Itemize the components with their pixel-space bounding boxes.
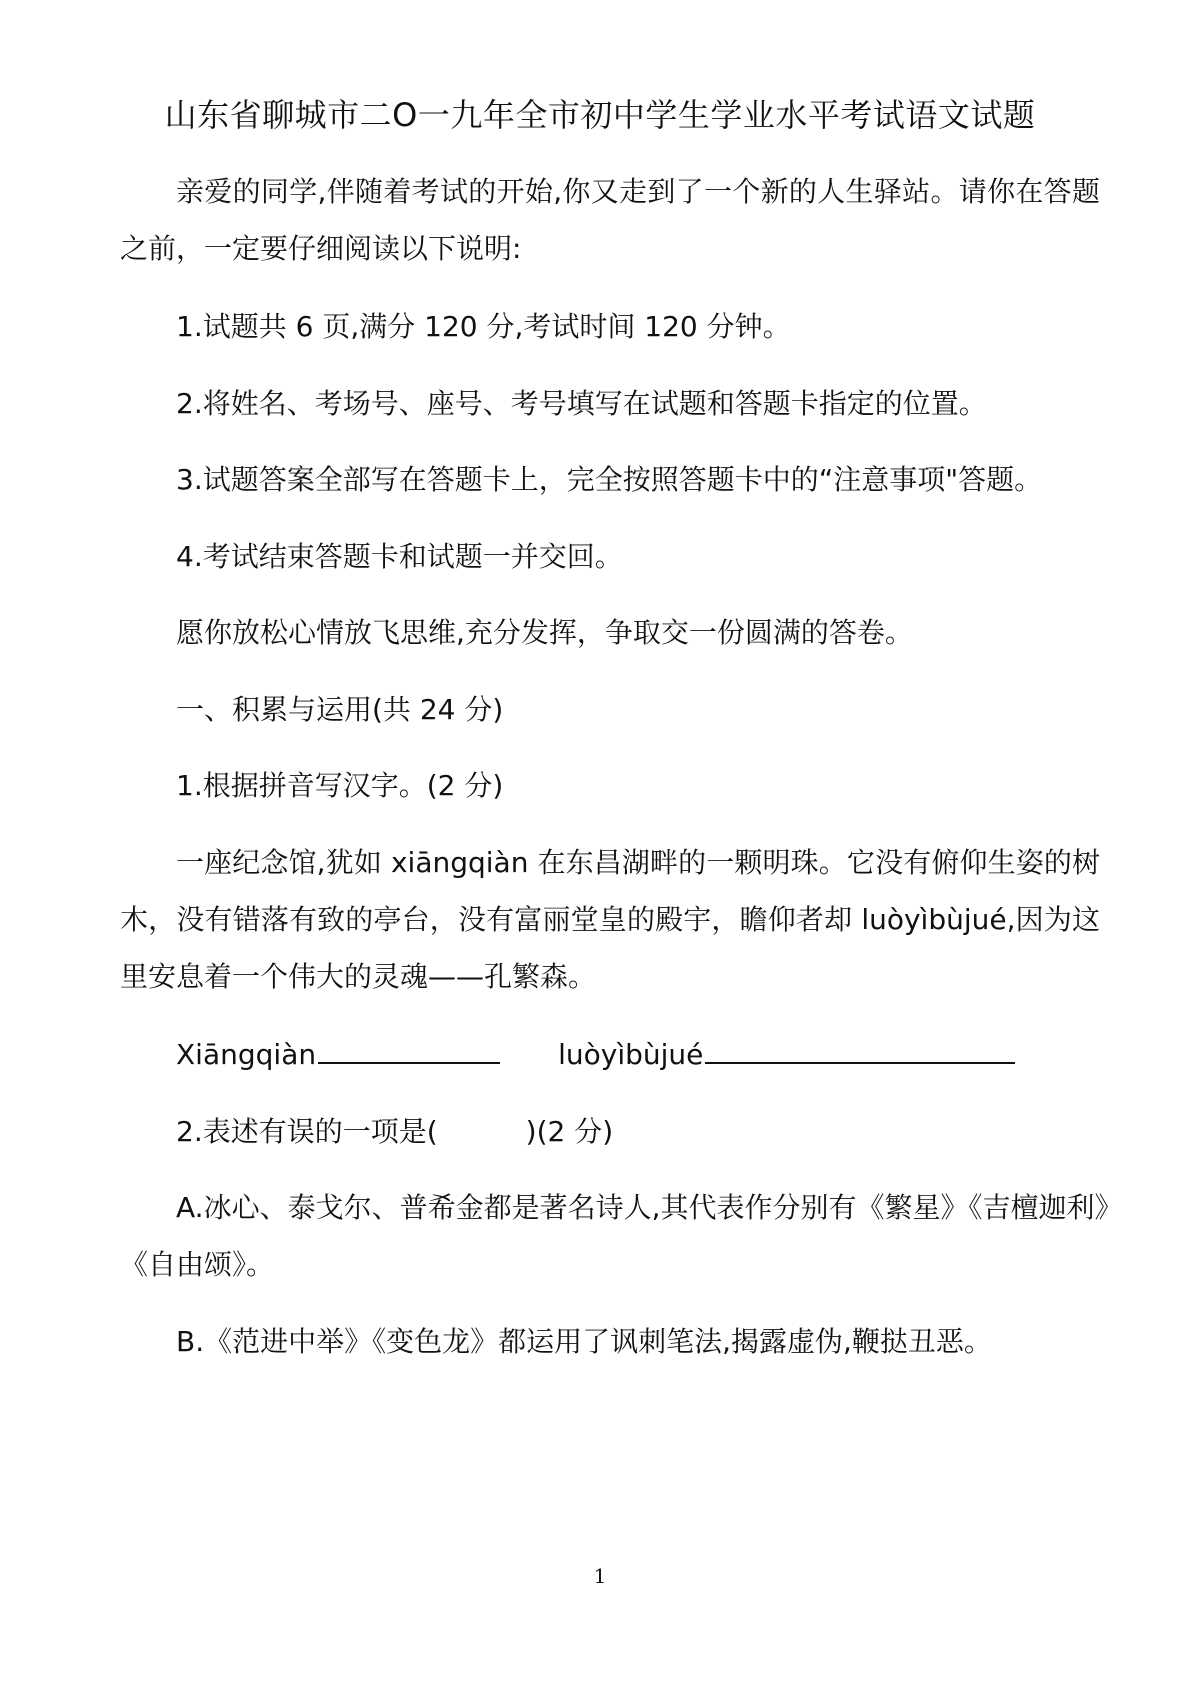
question-suffix: )(2 分) (525, 1115, 614, 1148)
answer-blank[interactable] (318, 1038, 500, 1064)
option-line: B.《范进中举》《变色龙》都运用了讽刺笔法,揭露虚伪,鞭挞丑恶。 (176, 1325, 992, 1358)
instruction-item: 2.将姓名、考场号、座号、考号填写在试题和答题卡指定的位置。 (176, 387, 987, 420)
answer-blanks-row (176, 1033, 1100, 1077)
question-prefix: 2.表述有误的一项是( (176, 1115, 438, 1148)
page-title: 山东省聊城市二O一九年全市初中学生学业水平考试语文试题 (164, 96, 1036, 134)
question-passage-line: 里安息着一个伟大的灵魂——孔繁森。 (120, 960, 597, 993)
question-passage-line: 木，没有错落有致的亭台，没有富丽堂皇的殿宇，瞻仰者却 luòyìbùjué,因为这 (120, 903, 1100, 936)
blank-label: luòyìbùjué (558, 1038, 704, 1071)
question-heading: 1.根据拼音写汉字。(2 分) (176, 769, 504, 802)
blank-label: Xiāngqiàn (176, 1038, 317, 1071)
intro-line: 之前，一定要仔细阅读以下说明: (120, 232, 522, 265)
section-heading: 一、积累与运用(共 24 分) (176, 693, 504, 726)
intro-line: 亲爱的同学,伴随着考试的开始,你又走到了一个新的人生驿站。请你在答题 (176, 175, 1100, 208)
instruction-item: 1.试题共 6 页,满分 120 分,考试时间 120 分钟。 (176, 310, 791, 343)
question-heading (176, 1110, 1100, 1154)
instruction-item: 4.考试结束答题卡和试题一并交回。 (176, 540, 623, 573)
page-number: 1 (593, 1564, 607, 1588)
option-line: A.冰心、泰戈尔、普希金都是著名诗人,其代表作分别有《繁星》《吉檀迦利》 (176, 1191, 1123, 1224)
question-passage-line: 一座纪念馆,犹如 xiāngqiàn 在东昌湖畔的一颗明珠。它没有俯仰生姿的树 (176, 846, 1100, 879)
encouragement-text: 愿你放松心情放飞思维,充分发挥，争取交一份圆满的答卷。 (176, 616, 913, 649)
option-line: 《自由颂》。 (120, 1248, 275, 1281)
instruction-item: 3.试题答案全部写在答题卡上，完全按照答题卡中的“注意事项"答题。 (176, 463, 1043, 496)
answer-blank[interactable] (705, 1038, 1015, 1064)
